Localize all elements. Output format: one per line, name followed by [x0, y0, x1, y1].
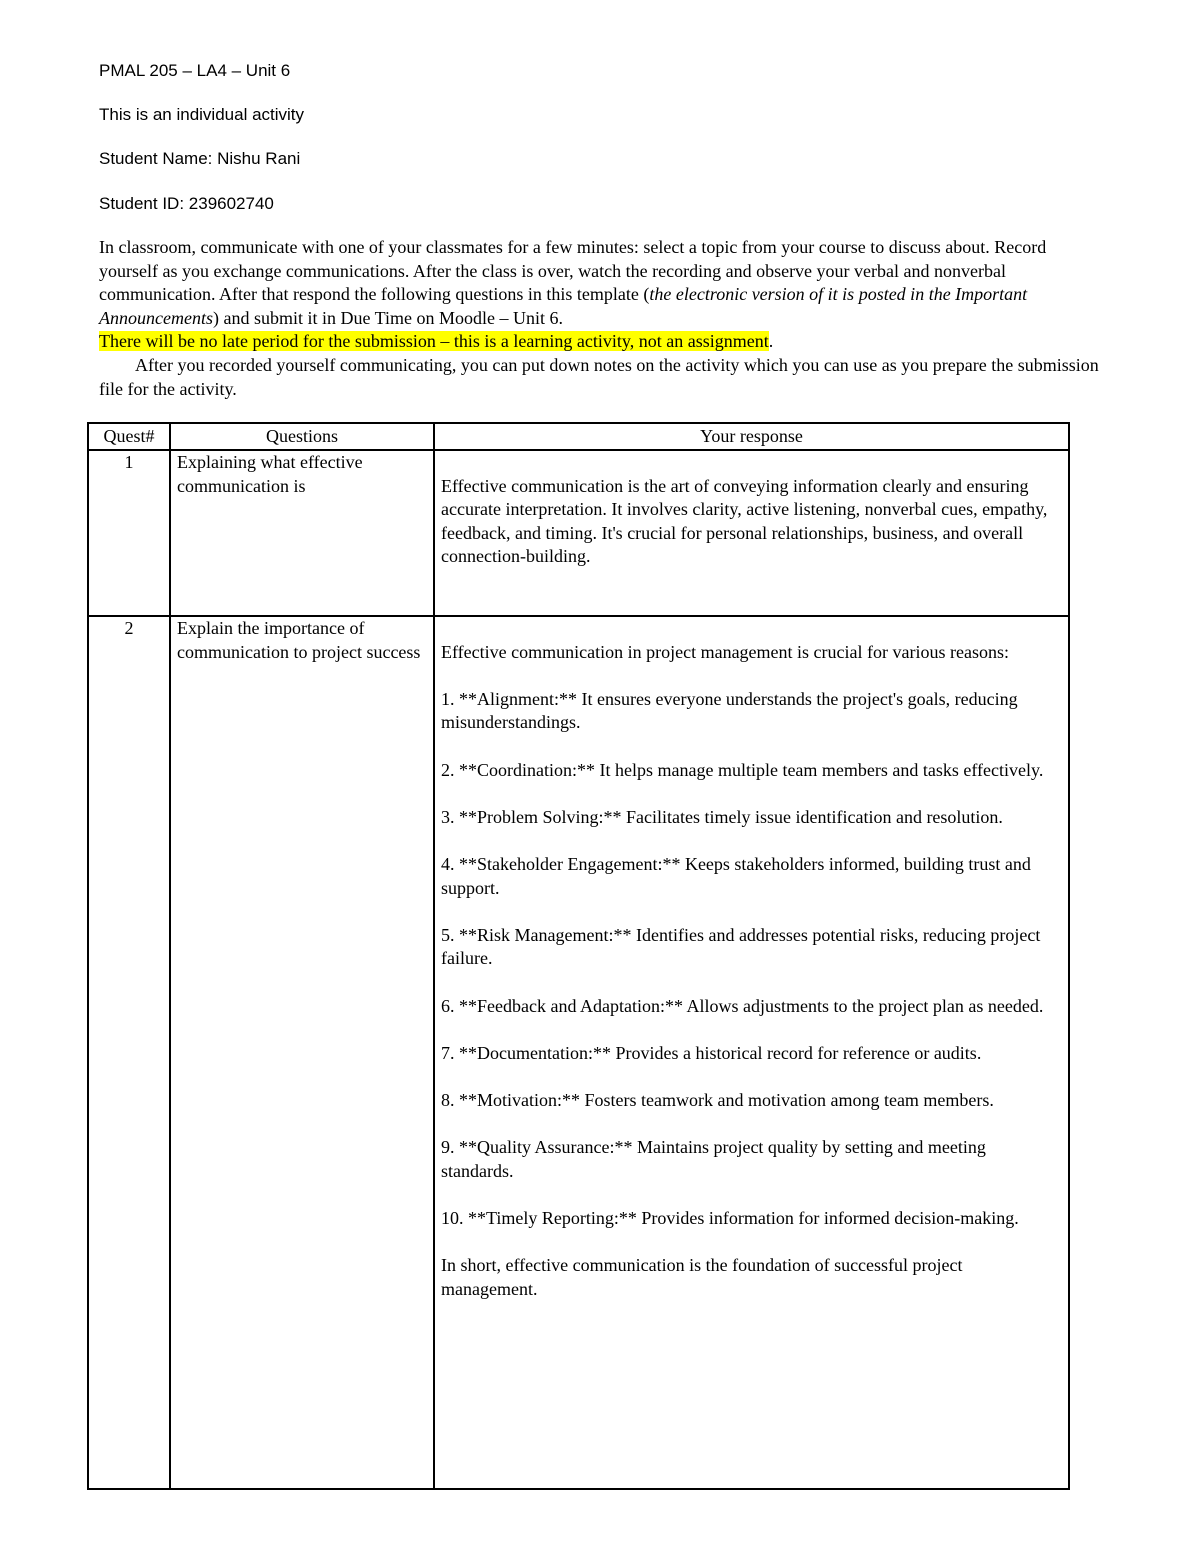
student-id-line [99, 194, 274, 214]
response-cell [434, 450, 1069, 616]
instructions-text-start: In classroom, communicate with one of your classmates for a few minutes: select a topic from your course to discuss about. Record yourself as you exchange communications. After the class is over, watch the recording and observe your verbal and nonverbal communication. After that respond the following questions in this template ( [99, 237, 1047, 305]
header-questions: Questions [170, 423, 434, 450]
question-number: 1 [88, 450, 170, 616]
notes-instruction: After you recorded yourself communicating, you can put down notes on the activity which you can use as you prepare the submission file for the activity. [99, 354, 1099, 399]
response-paragraph: 5. **Risk Management:** Identifies and addresses potential risks, reducing project failure. [441, 924, 1041, 969]
response-paragraph: 3. **Problem Solving:** Facilitates timely issue identification and resolution. [441, 806, 1003, 827]
response-paragraph: 9. **Quality Assurance:** Maintains project quality by setting and meeting standards. [441, 1137, 986, 1181]
question-number: 2 [88, 616, 170, 1489]
instructions-italic: the electronic version of it is posted in the Important Announcements [99, 284, 1028, 328]
question-text: Explaining what effective communication is [177, 452, 363, 496]
instructions [99, 236, 1099, 401]
response-paragraph: 6. **Feedback and Adaptation:** Allows adjustments to the project plan as needed. [441, 995, 1044, 1016]
student-name-line [99, 149, 300, 169]
response-paragraph: In short, effective communication is the foundation of successful project management. [441, 1255, 963, 1299]
student-name: Nishu Rani [217, 149, 301, 168]
response-paragraph: 7. **Documentation:** Provides a historical record for reference or audits. [441, 1042, 982, 1063]
question-table [87, 422, 1070, 1490]
student-id-label: Student ID: [99, 194, 189, 213]
highlight-period: . [768, 331, 774, 352]
response-paragraph: 4. **Stakeholder Engagement:** Keeps stakeholders informed, building trust and support. [441, 853, 1031, 898]
student-name-label: Student Name: [99, 149, 218, 168]
table-row [88, 450, 1069, 616]
header-response: Your response [434, 423, 1069, 450]
activity-type: This is an individual activity [99, 105, 305, 124]
course-title: PMAL 205 – LA4 – Unit 6 [99, 61, 291, 80]
response-cell [434, 616, 1069, 1489]
table-header-row [88, 423, 1069, 450]
question-cell [170, 450, 434, 616]
response-paragraph: 2. **Coordination:** It helps manage multiple team members and tasks effectively. [441, 759, 1044, 780]
response-paragraph: Effective communication in project management is crucial for various reasons: [441, 641, 1009, 662]
student-id: 239602740 [188, 194, 274, 213]
question-text: Explain the importance of communication to project success [177, 618, 421, 662]
instructions-paragraph [99, 236, 1099, 330]
deadline-note [99, 330, 1099, 354]
highlighted-deadline: There will be no late period for the submission – this is a learning activity, not an assignment [99, 331, 769, 352]
instructions-text-end: ) and submit it in Due Time on Moodle – Unit 6. [212, 307, 563, 328]
question-cell [170, 616, 434, 1489]
response-paragraph: 1. **Alignment:** It ensures everyone understands the project's goals, reducing misunderstandings. [441, 688, 1018, 733]
header-quest-num: Quest# [88, 423, 170, 450]
response-paragraph: 8. **Motivation:** Fosters teamwork and motivation among team members. [441, 1089, 994, 1110]
table-row [88, 616, 1069, 1489]
response-paragraph: 10. **Timely Reporting:** Provides information for informed decision-making. [441, 1207, 1019, 1228]
response-paragraph: Effective communication is the art of conveying information clearly and ensuring accurate interpretation. It involves clarity, active listening, nonverbal cues, empathy, feedback, and timing. It's crucial for personal relationships, business, and overall connection-building. [441, 475, 1048, 567]
